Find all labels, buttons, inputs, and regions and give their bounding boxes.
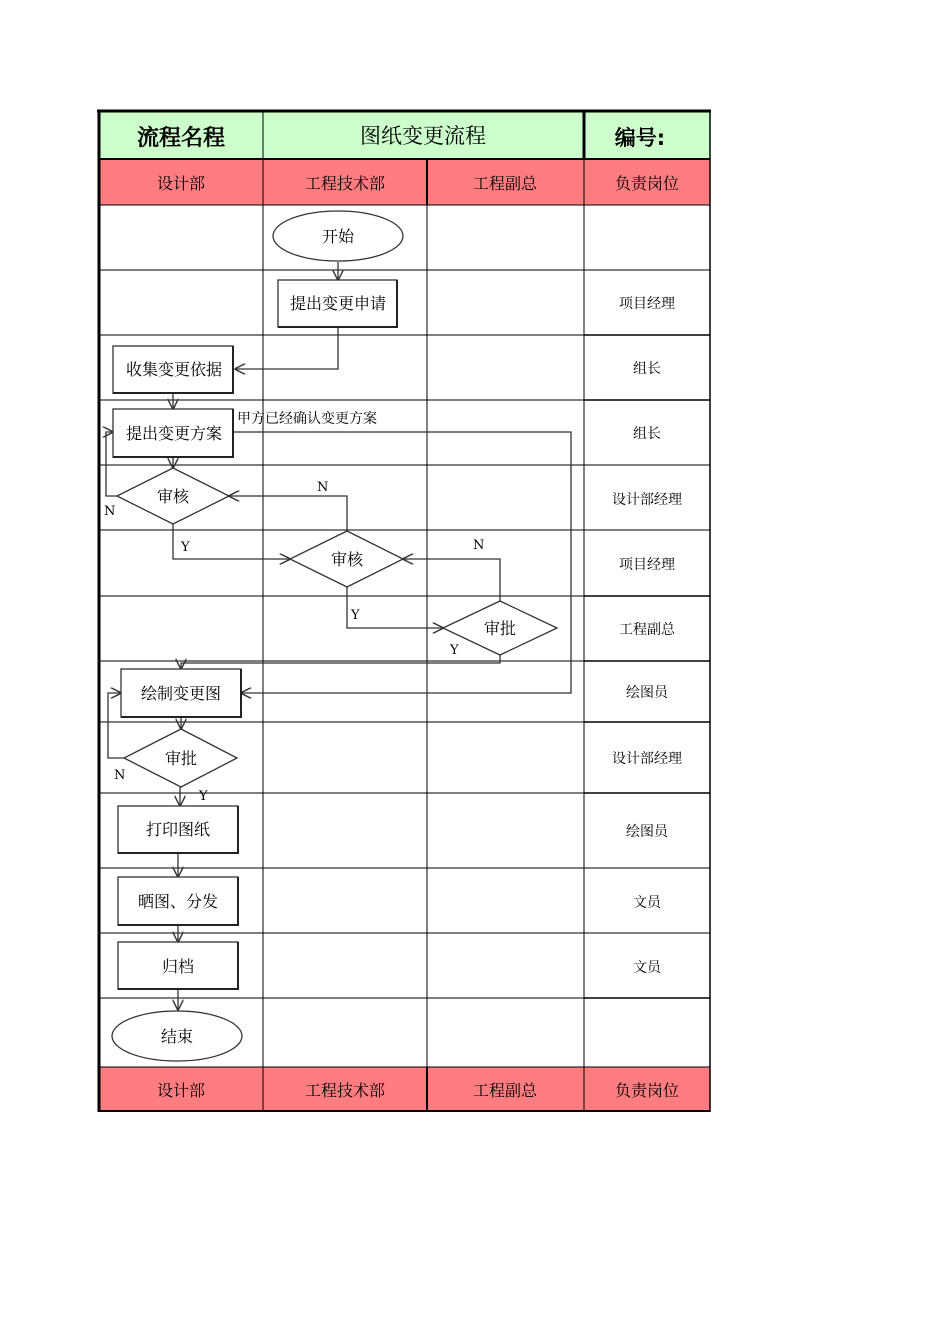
review2-label: 审核 — [330, 550, 364, 569]
approve1-label: 审批 — [483, 619, 517, 638]
column-header-role: 负责岗位 — [614, 174, 680, 193]
edge-review1-yes — [173, 524, 290, 559]
edge-label-y: Y — [199, 789, 208, 804]
start-label: 开始 — [321, 227, 355, 246]
role-cell: 项目经理 — [619, 296, 675, 312]
role-cell: 工程副总 — [619, 622, 675, 638]
edge-label-y: Y — [450, 643, 459, 658]
column-footer-role: 负责岗位 — [614, 1081, 680, 1100]
role-cell: 项目经理 — [619, 557, 675, 573]
role-cell: 绘图员 — [626, 685, 668, 701]
process-name-label: 流程名程 — [136, 126, 226, 151]
role-cell: 文员 — [633, 960, 661, 976]
end-label: 结束 — [160, 1027, 194, 1046]
edge-label-client-confirmed: 甲方已经确认变更方案 — [237, 411, 377, 427]
draw-change-label: 绘制变更图 — [140, 684, 222, 703]
edge-approve1-no — [403, 559, 500, 601]
edge-label-y: Y — [351, 608, 360, 623]
edge-label-n: N — [104, 504, 116, 519]
archive-label: 归档 — [161, 957, 195, 976]
column-footer-design: 设计部 — [156, 1081, 206, 1100]
propose-change-label: 提出变更申请 — [289, 294, 387, 313]
edge-client-confirmed — [234, 432, 571, 693]
edge-label-n: N — [317, 480, 329, 495]
column-footer-engineering: 工程技术部 — [304, 1081, 386, 1100]
print-label: 打印图纸 — [145, 820, 211, 839]
column-footer-vice-president: 工程副总 — [472, 1081, 538, 1100]
role-cell: 组长 — [633, 361, 661, 377]
column-header-engineering: 工程技术部 — [304, 174, 386, 193]
edge-label-y: Y — [181, 540, 190, 555]
edge-review2-yes — [347, 587, 443, 628]
propose-plan-label: 提出变更方案 — [125, 424, 223, 443]
number-label: 编号: — [614, 126, 666, 150]
edge-propose-to-collect — [235, 327, 338, 369]
column-header-vice-president: 工程副总 — [472, 174, 538, 193]
distribute-label: 晒图、分发 — [137, 892, 219, 911]
collect-basis-label: 收集变更依据 — [125, 360, 223, 379]
approve2-label: 审批 — [164, 749, 198, 768]
process-title: 图纸变更流程 — [360, 124, 486, 148]
edge-label-n: N — [114, 768, 126, 783]
review1-label: 审核 — [156, 487, 190, 506]
role-cell: 设计部经理 — [612, 492, 682, 508]
role-cell: 文员 — [633, 895, 661, 911]
role-cell: 绘图员 — [626, 824, 668, 840]
edge-label-n: N — [473, 538, 485, 553]
column-header-design: 设计部 — [156, 174, 206, 193]
role-cell: 设计部经理 — [612, 751, 682, 767]
role-cell: 组长 — [633, 426, 661, 442]
edge-review2-no — [229, 496, 347, 531]
